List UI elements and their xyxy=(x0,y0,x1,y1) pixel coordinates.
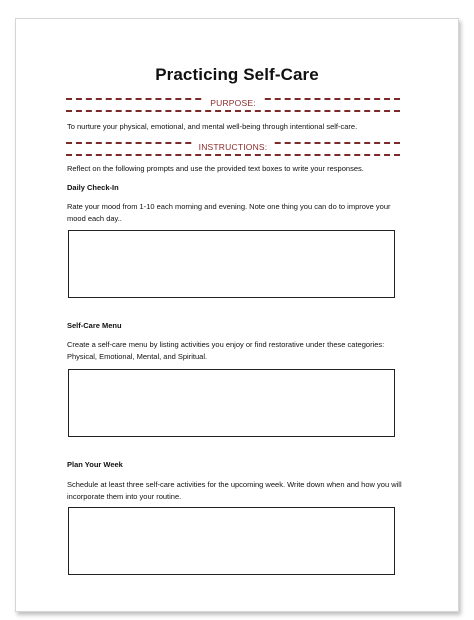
section-prompt-self-care-menu: Create a self-care menu by listing activities you enjoy or find restorative under these categories: Physical, Emotional, Mental, and Spiritual. xyxy=(67,340,385,361)
divider-dash-line xyxy=(66,110,400,112)
instructions-label: INSTRUCTIONS: xyxy=(193,142,274,152)
divider-dash-line xyxy=(66,154,400,156)
instructions-text: Reflect on the following prompts and use the provided text boxes to write your responses. xyxy=(67,164,364,173)
section-heading-daily-check-in: Daily Check-In xyxy=(67,183,119,192)
section-prompt-daily-check-in: Rate your mood from 1-10 each morning and evening. Note one thing you can do to improve your mood each day.. xyxy=(67,202,391,223)
purpose-text: To nurture your physical, emotional, and mental well-being through intentional self-care. xyxy=(67,122,358,131)
instructions-divider xyxy=(66,141,400,157)
purpose-divider xyxy=(66,97,400,113)
document-title: Practicing Self-Care xyxy=(155,65,319,84)
response-box-daily-check-in[interactable] xyxy=(68,230,395,298)
section-heading-plan-your-week: Plan Your Week xyxy=(67,460,123,469)
response-box-plan-your-week[interactable] xyxy=(68,507,395,575)
purpose-label: PURPOSE: xyxy=(204,98,262,108)
section-prompt-plan-your-week: Schedule at least three self-care activities for the upcoming week. Write down when and how you will incorporate them into your routine. xyxy=(67,480,402,501)
response-box-self-care-menu[interactable] xyxy=(68,369,395,437)
section-heading-self-care-menu: Self-Care Menu xyxy=(67,321,122,330)
document-page xyxy=(15,18,459,612)
